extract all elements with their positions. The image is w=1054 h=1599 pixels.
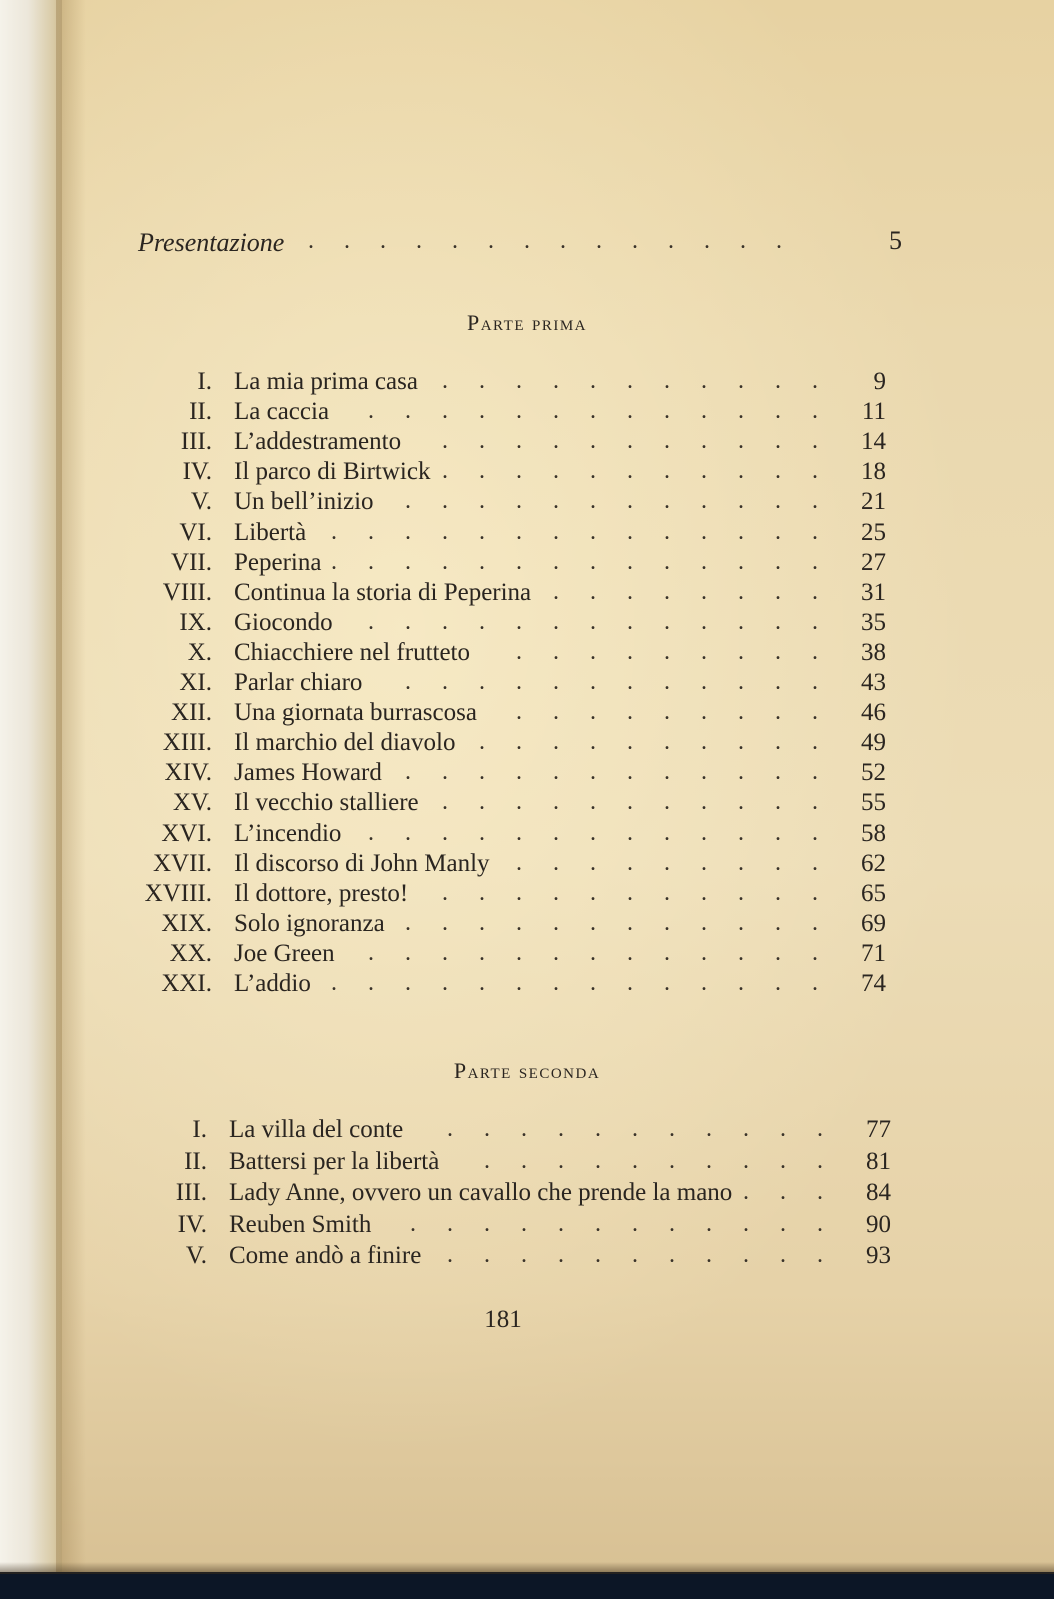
chapter-title: Chiacchiere nel frutteto (234, 638, 470, 666)
toc-entry (136, 970, 886, 1000)
gutter-shadow (56, 0, 86, 1572)
chapter-number: XI. (179, 669, 212, 696)
toc-entry (136, 579, 886, 609)
toc-entry (136, 850, 886, 880)
toc-entry (136, 549, 886, 579)
chapter-number: XXI. (161, 970, 212, 997)
toc-presentation-entry (138, 228, 904, 268)
chapter-title: La mia prima casa (234, 368, 418, 395)
chapter-title: L’addio (234, 970, 311, 997)
chapter-page-number: 46 (861, 699, 886, 727)
dot-leader: . . . . . . . . . . . (442, 428, 818, 455)
chapter-page-number: 43 (861, 669, 886, 696)
toc-entry (131, 1179, 891, 1209)
chapter-title: Peperina (234, 548, 322, 576)
toc-entry (136, 368, 886, 398)
dot-leader: . . . . . . . . . . . . . . (308, 228, 782, 254)
chapter-page-number: 14 (861, 428, 886, 456)
chapter-number: III. (180, 428, 212, 456)
chapter-number: XIV. (164, 759, 212, 787)
toc-entry (136, 609, 886, 639)
chapter-number: IX. (179, 608, 212, 636)
chapter-page-number: 62 (861, 849, 886, 877)
chapter-page-number: 74 (861, 970, 886, 997)
chapter-page-number: 31 (861, 578, 886, 606)
dot-leader: . . . . . . . . . . (484, 1147, 823, 1174)
chapter-page-number: 71 (861, 939, 886, 967)
chapter-page-number: 21 (861, 488, 886, 516)
chapter-number: X. (187, 638, 212, 666)
chapter-page-number: 38 (861, 638, 886, 666)
dot-leader: . . . . . . . . . . . . . . (331, 518, 818, 545)
chapter-number: VIII. (162, 578, 212, 606)
toc-entry (136, 789, 886, 819)
chapter-number: II. (189, 398, 212, 426)
toc-entry (136, 458, 886, 488)
chapter-page-number: 25 (861, 518, 886, 546)
chapter-page-number: 90 (866, 1210, 891, 1238)
chapter-title: Joe Green (234, 939, 335, 967)
toc-entry (136, 519, 886, 549)
page-gutter (0, 0, 62, 1572)
chapter-title: Parlar chiaro (234, 669, 363, 696)
dot-leader: . . . . . . . . . . . (442, 458, 818, 485)
chapter-number: XX. (169, 939, 212, 967)
dot-leader: . . . . . . . . . . (479, 729, 818, 756)
chapter-title: Il vecchio stalliere (234, 789, 419, 817)
chapter-title: Continua la storia di Peperina (234, 578, 532, 606)
dot-leader: . . . . . . . . . . . . . (368, 939, 818, 966)
dot-leader: . . . . . . . . . . . . (405, 488, 818, 515)
toc-entry (136, 729, 886, 759)
dot-leader: . . . . . . . . . . . (442, 879, 818, 906)
toc-entry (136, 910, 886, 940)
dot-leader: . . . . . . . . . . . . . (368, 819, 818, 846)
chapter-number: XIII. (162, 729, 212, 757)
presentation-page-number: 5 (889, 226, 902, 255)
chapter-title: Una giornata burrascosa (234, 699, 477, 727)
chapter-number: V. (190, 488, 212, 516)
chapter-page-number: 77 (866, 1116, 891, 1143)
chapter-number: XV. (172, 789, 212, 817)
chapter-number: VI. (179, 518, 212, 546)
chapter-page-number: 27 (861, 548, 886, 576)
dot-leader: . . . . . . . . . . . . . . (331, 548, 818, 575)
chapter-title: L’incendio (234, 819, 342, 847)
chapter-page-number: 81 (866, 1147, 891, 1175)
chapter-page-number: 58 (861, 819, 886, 847)
toc-entry (131, 1148, 891, 1178)
chapter-page-number: 55 (861, 789, 886, 817)
toc-entry (131, 1242, 891, 1272)
chapter-title: James Howard (234, 759, 382, 787)
dot-leader: . . . . . . . . . (516, 849, 818, 876)
toc-entry (136, 820, 886, 850)
toc-entry (136, 639, 886, 669)
dot-leader: . . . . . . . . . . . . . (368, 398, 818, 425)
chapter-title: Reuben Smith (229, 1210, 372, 1238)
dot-leader: . . . . . . . . . (516, 638, 818, 665)
chapter-number: IV. (182, 458, 212, 486)
chapter-page-number: 93 (866, 1242, 891, 1269)
part-heading: Parte prima (466, 310, 587, 335)
chapter-page-number: 11 (861, 398, 886, 426)
dot-leader: . . . . . . . . (553, 578, 818, 605)
chapter-page-number: 9 (873, 368, 886, 395)
chapter-title: Il marchio del diavolo (234, 729, 456, 757)
dot-leader: . . . . . . . . . . . (447, 1116, 823, 1142)
chapter-number: II. (184, 1147, 207, 1175)
presentation-title: Presentazione (138, 228, 285, 257)
chapter-title: L’addestramento (234, 428, 402, 456)
chapter-page-number: 65 (861, 879, 886, 907)
chapter-page-number: 35 (861, 608, 886, 636)
toc-entry (136, 488, 886, 518)
toc-entry (136, 940, 886, 970)
dot-leader: . . . (743, 1179, 823, 1205)
dot-leader: . . . . . . . . . . . . (405, 669, 818, 695)
chapter-title: Come andò a finire (229, 1242, 422, 1269)
toc-entry (136, 398, 886, 428)
dot-leader: . . . . . . . . . . . . (410, 1210, 823, 1237)
chapter-title: Giocondo (234, 608, 333, 636)
chapter-page-number: 84 (866, 1179, 891, 1206)
dot-leader: . . . . . . . . . . . . . . (331, 970, 818, 996)
chapter-title: Un bell’inizio (234, 488, 374, 516)
dot-leader: . . . . . . . . . . . (442, 789, 818, 816)
chapter-title: Lady Anne, ovvero un cavallo che prende la mano (229, 1179, 733, 1206)
dot-leader: . . . . . . . . . . . (447, 1242, 823, 1268)
toc-entry (136, 759, 886, 789)
chapter-number: XVIII. (144, 879, 212, 907)
chapter-page-number: 49 (861, 729, 886, 757)
chapter-number: XII. (171, 699, 212, 727)
chapter-number: XVI. (161, 819, 212, 847)
page-number: 181 (484, 1306, 522, 1333)
chapter-number: V. (185, 1242, 207, 1269)
chapter-title: La villa del conte (229, 1116, 404, 1143)
chapter-number: VII. (171, 548, 212, 576)
page-bottom-edge (0, 1562, 1054, 1574)
part-heading: Parte seconda (453, 1058, 601, 1083)
toc-entry (136, 669, 886, 699)
toc-entry (136, 880, 886, 910)
chapter-number: XIX. (161, 909, 212, 937)
toc-entry (131, 1211, 891, 1241)
chapter-number: I. (197, 368, 212, 395)
chapter-number: IV. (177, 1210, 207, 1238)
chapter-title: Libertà (234, 518, 307, 546)
toc-entry (131, 1116, 891, 1146)
chapter-number: I. (192, 1116, 207, 1143)
dot-leader: . . . . . . . . . . . (442, 368, 818, 394)
dot-leader: . . . . . . . . . . . . (405, 759, 818, 786)
chapter-title: Il dottore, presto! (234, 879, 409, 907)
dot-leader: . . . . . . . . . . . . . (368, 608, 818, 635)
chapter-title: La caccia (234, 398, 330, 426)
dot-leader: . . . . . . . . . . . . (405, 909, 818, 936)
toc-entry (136, 428, 886, 458)
chapter-title: Battersi per la libertà (229, 1147, 440, 1175)
dot-leader: . . . . . . . . . (516, 699, 818, 726)
chapter-page-number: 69 (861, 909, 886, 937)
chapter-title: Il discorso di John Manly (234, 849, 490, 877)
chapter-title: Il parco di Birtwick (234, 458, 431, 486)
chapter-number: XVII. (152, 849, 212, 877)
chapter-title: Solo ignoranza (234, 909, 385, 937)
chapter-page-number: 52 (861, 759, 886, 787)
toc-entry (136, 699, 886, 729)
chapter-page-number: 18 (861, 458, 886, 486)
chapter-number: III. (175, 1179, 207, 1206)
